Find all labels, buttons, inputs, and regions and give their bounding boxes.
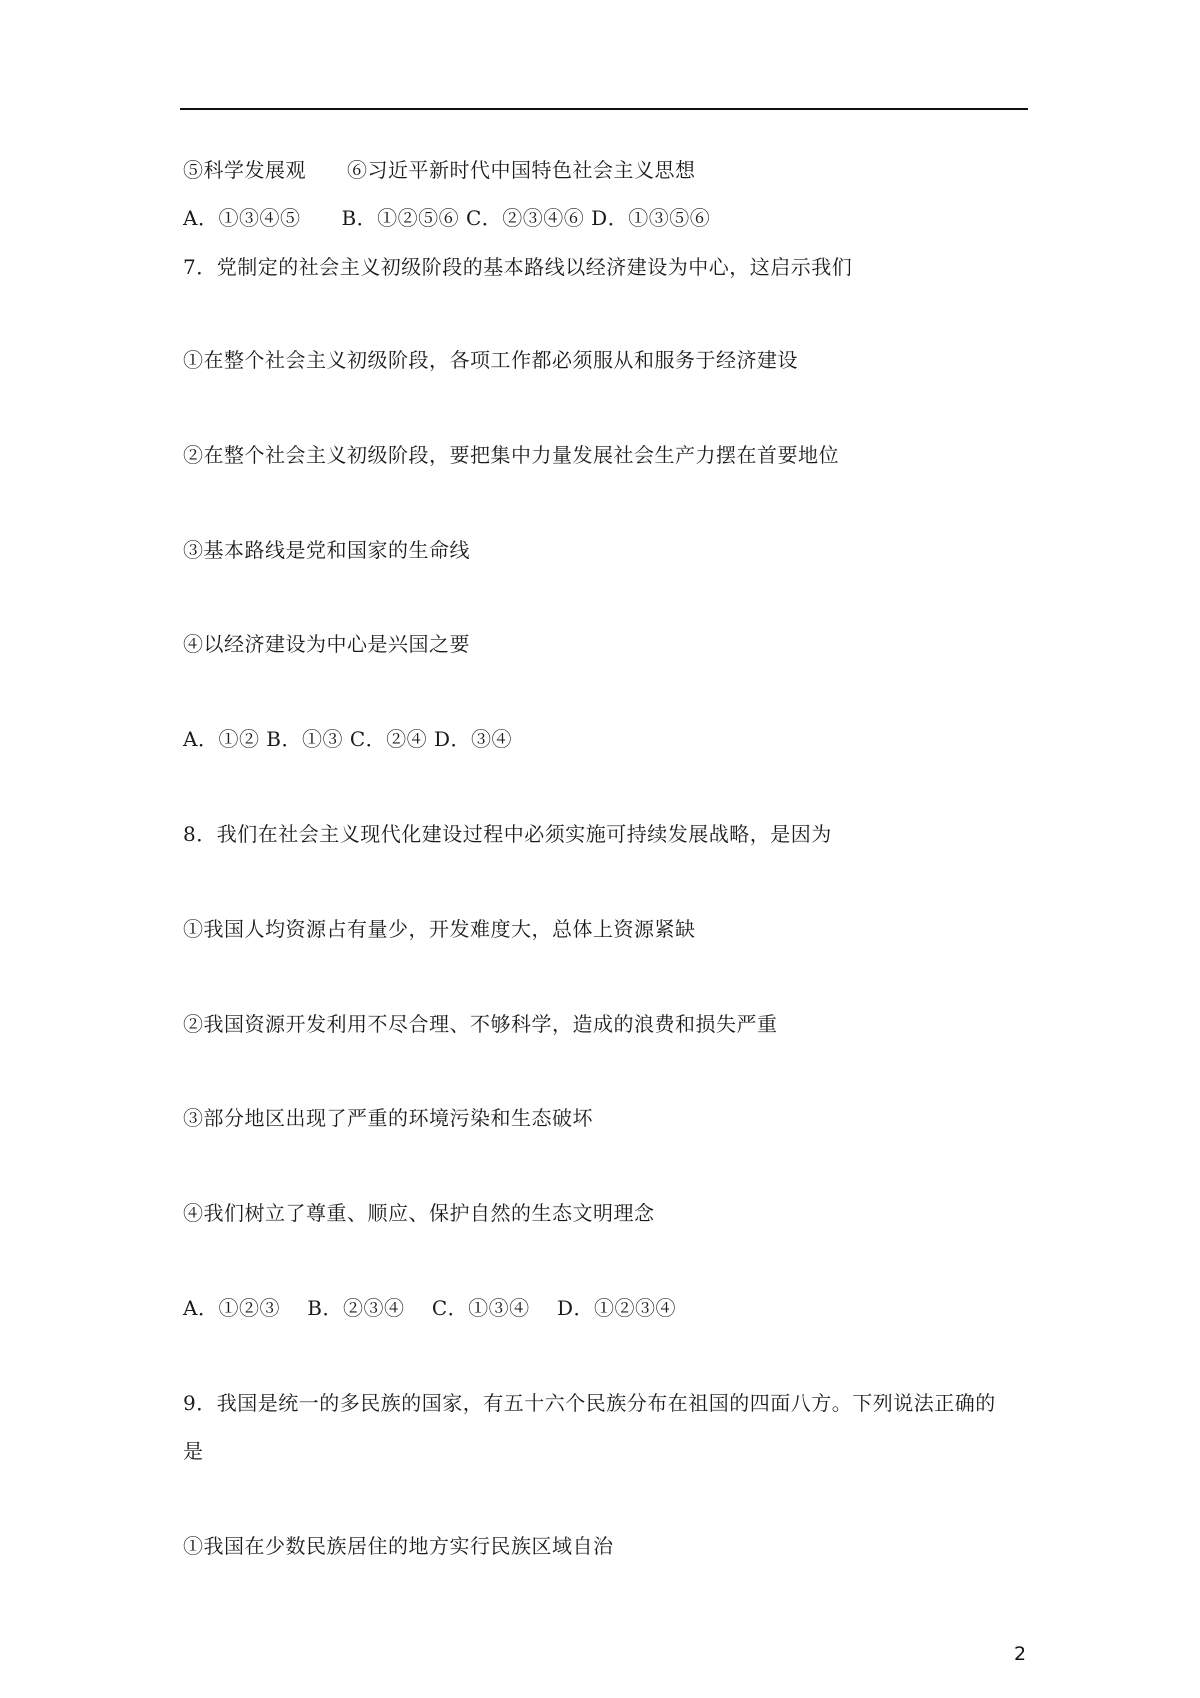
q7-question: 7．党制定的社会主义初级阶段的基本路线以经济建设为中心，这启示我们 (183, 255, 853, 279)
header-rule (180, 108, 1028, 110)
q7-answer-choices: A．①② B．①③ C．②④ D．③④ (183, 727, 513, 751)
q9-question-continued: 是 (183, 1439, 204, 1463)
q8-option-1: ①我国人均资源占有量少，开发难度大，总体上资源紧缺 (183, 917, 696, 941)
page-number: 2 (1014, 1643, 1027, 1665)
q6-options-5-6: ⑤科学发展观 ⑥习近平新时代中国特色社会主义思想 (183, 158, 696, 182)
q9-option-1: ①我国在少数民族居住的地方实行民族区域自治 (183, 1534, 614, 1558)
q7-option-4: ④以经济建设为中心是兴国之要 (183, 632, 470, 656)
q8-option-3: ③部分地区出现了严重的环境污染和生态破坏 (183, 1106, 593, 1130)
q8-option-4: ④我们树立了尊重、顺应、保护自然的生态文明理念 (183, 1201, 655, 1225)
q8-answer-choices: A．①②③ B．②③④ C．①③④ D．①②③④ (183, 1296, 677, 1320)
q7-option-3: ③基本路线是党和国家的生命线 (183, 538, 470, 562)
q7-option-1: ①在整个社会主义初级阶段，各项工作都必须服从和服务于经济建设 (183, 348, 798, 372)
q6-answer-choices: A．①③④⑤ B．①②⑤⑥ C．②③④⑥ D．①③⑤⑥ (183, 206, 711, 230)
q8-question: 8．我们在社会主义现代化建设过程中必须实施可持续发展战略，是因为 (183, 822, 832, 846)
q8-option-2: ②我国资源开发利用不尽合理、不够科学，造成的浪费和损失严重 (183, 1012, 778, 1036)
q7-option-2: ②在整个社会主义初级阶段，要把集中力量发展社会生产力摆在首要地位 (183, 443, 839, 467)
q9-question: 9．我国是统一的多民族的国家，有五十六个民族分布在祖国的四面八方。下列说法正确的 (183, 1391, 996, 1415)
